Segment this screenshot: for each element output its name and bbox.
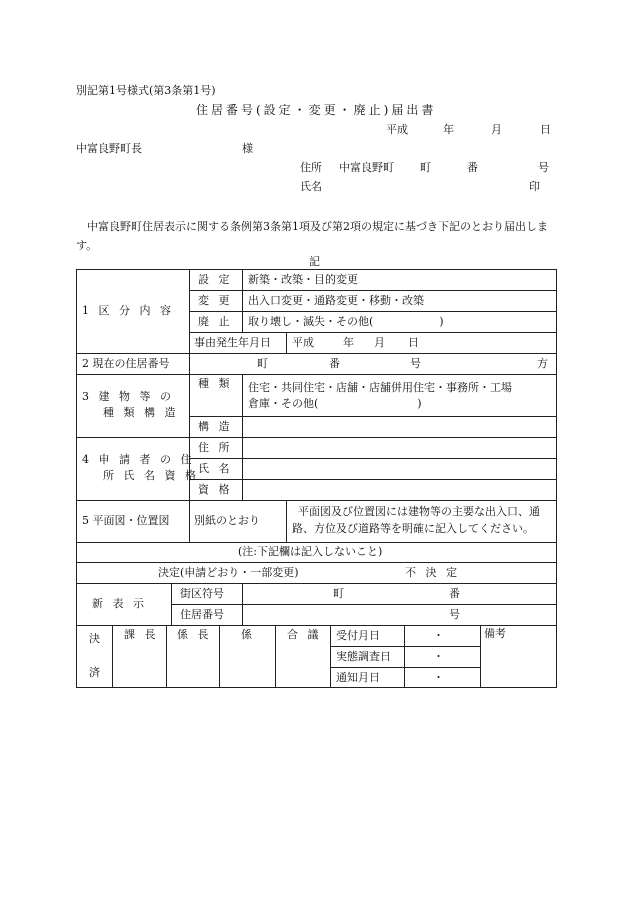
section4-label-line1: 4 申 請 者 の 住 xyxy=(82,453,195,466)
s3-structure-label: 構 造 xyxy=(198,420,233,433)
s2-kata: 方 xyxy=(537,357,548,370)
date-month: 月 xyxy=(491,123,502,136)
decision-text: 決定(申請どおり・一部変更) xyxy=(158,566,299,579)
notice-text: (注:下記欄は記入しないこと) xyxy=(238,545,383,558)
s5-value: 別紙のとおり xyxy=(194,514,260,527)
applicant-address-label: 住所 xyxy=(300,161,322,174)
s1-abolish-value: 取り壊し・滅失・その他( ) xyxy=(248,315,444,328)
form-table xyxy=(76,269,557,688)
approval-char-ketsu: 決 xyxy=(89,632,100,645)
s5-note-line2: 路、方位及び道路等を明確に記入してください。 xyxy=(292,522,534,535)
section4-label-line2: 所 氏 名 資 格 xyxy=(103,469,199,482)
honorific: 様 xyxy=(242,142,253,155)
block-ban: 番 xyxy=(449,587,460,600)
approval-col-subsection-chief: 係 長 xyxy=(177,628,212,641)
date-row-survey-label: 実態調査日 xyxy=(336,650,391,663)
approval-col-section-chief: 課 長 xyxy=(124,628,159,641)
s3-type-label: 種 類 xyxy=(198,377,233,390)
new-display-label: 新 表 示 xyxy=(92,597,147,610)
ki-heading: 記 xyxy=(309,255,320,268)
date-era: 平成 xyxy=(386,123,408,136)
s1-setting-value: 新築・改築・目的変更 xyxy=(248,273,358,286)
s4-name-label: 氏 名 xyxy=(198,462,233,475)
date-row-notice-label: 通知月日 xyxy=(336,671,380,684)
s2-ban: 番 xyxy=(329,357,340,370)
applicant-address-go: 号 xyxy=(538,161,549,174)
seal-mark: 印 xyxy=(529,180,540,193)
s3-type-line2: 倉庫・その他( ) xyxy=(248,397,422,410)
approval-col-staff: 係 xyxy=(241,628,252,641)
s3-type-line1: 住宅・共同住宅・店舗・店舗併用住宅・事務所・工場 xyxy=(248,381,512,394)
s1-setting-label: 設 定 xyxy=(198,273,233,286)
section2-label: 2 現在の住居番号 xyxy=(82,357,170,370)
date-row-received-label: 受付月日 xyxy=(336,629,380,642)
s1-change-value: 出入口変更・通路変更・移動・改築 xyxy=(248,294,424,307)
block-cho: 町 xyxy=(333,587,344,600)
s1-date-day: 日 xyxy=(408,336,419,349)
approval-col-consultation: 合 議 xyxy=(287,628,322,641)
intro-text: 中富良野町住居表示に関する条例第3条第1項及び第2項の規定に基づき下記のとおり届出します。 xyxy=(76,220,548,252)
applicant-address-ban: 番 xyxy=(467,161,478,174)
s4-qualification-label: 資 格 xyxy=(198,483,233,496)
section1-label: 1 区 分 内 容 xyxy=(82,304,174,317)
date-year: 年 xyxy=(443,123,454,136)
s1-date-label: 事由発生年月日 xyxy=(194,336,271,349)
s1-change-label: 変 更 xyxy=(198,294,233,307)
section3-label-line2: 種 類 構 造 xyxy=(103,406,179,419)
applicant-address-town: 中富良野町 xyxy=(339,161,394,174)
section3-label-line1: 3 建 物 等 の xyxy=(82,390,174,403)
s4-address-label: 住 所 xyxy=(198,441,233,454)
s2-cho: 町 xyxy=(257,357,268,370)
s5-note-line1: 平面図及び位置図には建物等の主要な出入口、通 xyxy=(298,505,540,518)
house-go: 号 xyxy=(449,608,460,621)
s1-date-era: 平成 xyxy=(292,336,314,349)
form-number: 別記第1号様式(第3条第1号) xyxy=(76,84,216,97)
date-row-survey-dot: ・ xyxy=(433,650,444,663)
date-day: 日 xyxy=(540,123,551,136)
applicant-name-label: 氏名 xyxy=(300,180,322,193)
house-number-label: 住居番号 xyxy=(180,608,224,621)
applicant-address-cho: 町 xyxy=(420,161,431,174)
date-row-notice-dot: ・ xyxy=(433,671,444,684)
remarks-label: 備考 xyxy=(484,627,506,640)
document-title: 住居番号(設定・変更・廃止)届出書 xyxy=(196,103,437,117)
section5-label: 5 平面図・位置図 xyxy=(82,514,170,527)
addressee: 中富良野町長 xyxy=(76,142,142,155)
s1-date-year: 年 xyxy=(343,336,354,349)
s1-date-month: 月 xyxy=(374,336,385,349)
block-code-label: 街区符号 xyxy=(180,587,224,600)
approval-char-sai: 済 xyxy=(89,666,100,679)
non-decision-text: 不 決 定 xyxy=(405,566,460,579)
s2-go: 号 xyxy=(410,357,421,370)
s1-abolish-label: 廃 止 xyxy=(198,315,233,328)
date-row-received-dot: ・ xyxy=(433,629,444,642)
